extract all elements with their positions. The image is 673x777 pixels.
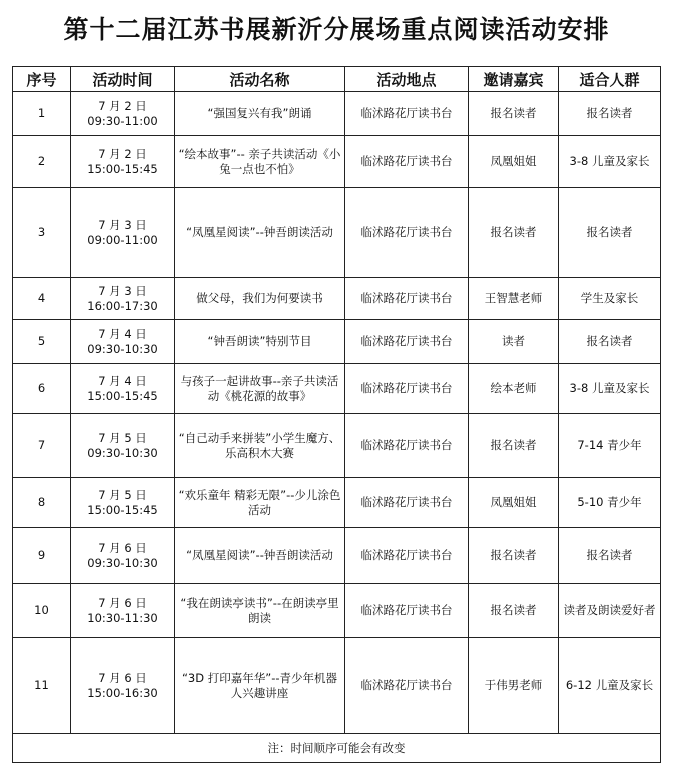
cell-place: 临沭路花厅读书台 — [345, 364, 469, 414]
col-header-no: 序号 — [13, 67, 71, 92]
cell-guest: 读者 — [469, 320, 559, 364]
cell-time — [71, 478, 175, 528]
table-row — [13, 414, 661, 478]
table-row — [13, 584, 661, 638]
cell-name: “我在朗读亭读书”--在朗读亭里朗读 — [175, 584, 345, 638]
table-row — [13, 478, 661, 528]
cell-audience: 学生及家长 — [559, 278, 661, 320]
cell-time-range: 15:00-16:30 — [87, 685, 158, 700]
cell-name: “强国复兴有我”朗诵 — [175, 92, 345, 136]
cell-date: 7 月 6 日 — [98, 595, 147, 610]
cell-date: 7 月 4 日 — [98, 326, 147, 341]
cell-time-range: 09:30-10:30 — [87, 445, 158, 460]
cell-name: “自己动手来拼装”小学生魔方、乐高积木大赛 — [175, 414, 345, 478]
cell-guest: 报名读者 — [469, 92, 559, 136]
cell-name: “欢乐童年 精彩无限”--少儿涂色活动 — [175, 478, 345, 528]
cell-time — [71, 364, 175, 414]
table-row — [13, 278, 661, 320]
cell-time — [71, 528, 175, 584]
cell-no: 2 — [13, 136, 71, 188]
cell-time — [71, 92, 175, 136]
cell-guest: 报名读者 — [469, 528, 559, 584]
cell-place: 临沭路花厅读书台 — [345, 638, 469, 734]
cell-time-range: 15:00-15:45 — [87, 161, 158, 176]
table-row — [13, 188, 661, 278]
table-row — [13, 528, 661, 584]
cell-place: 临沭路花厅读书台 — [345, 92, 469, 136]
cell-date: 7 月 2 日 — [98, 98, 147, 113]
cell-no: 4 — [13, 278, 71, 320]
cell-name: 与孩子一起讲故事--亲子共读活动《桃花源的故事》 — [175, 364, 345, 414]
cell-time-range: 09:00-11:00 — [87, 232, 158, 247]
cell-time — [71, 278, 175, 320]
cell-time-range: 09:30-10:30 — [87, 341, 158, 356]
cell-date: 7 月 5 日 — [98, 430, 147, 445]
cell-place: 临沭路花厅读书台 — [345, 188, 469, 278]
cell-no: 9 — [13, 528, 71, 584]
cell-place: 临沭路花厅读书台 — [345, 278, 469, 320]
cell-place: 临沭路花厅读书台 — [345, 584, 469, 638]
cell-no: 6 — [13, 364, 71, 414]
cell-guest: 凤凰姐姐 — [469, 136, 559, 188]
cell-guest: 报名读者 — [469, 414, 559, 478]
cell-place: 临沭路花厅读书台 — [345, 136, 469, 188]
cell-date: 7 月 4 日 — [98, 373, 147, 388]
cell-no: 7 — [13, 414, 71, 478]
cell-no: 8 — [13, 478, 71, 528]
col-header-audience: 适合人群 — [559, 67, 661, 92]
col-header-guest: 邀请嘉宾 — [469, 67, 559, 92]
cell-time — [71, 136, 175, 188]
cell-audience: 3-8 儿童及家长 — [559, 364, 661, 414]
header-row — [13, 67, 661, 92]
cell-date: 7 月 3 日 — [98, 217, 147, 232]
cell-place: 临沭路花厅读书台 — [345, 414, 469, 478]
cell-no: 3 — [13, 188, 71, 278]
col-header-time: 活动时间 — [71, 67, 175, 92]
cell-place: 临沭路花厅读书台 — [345, 478, 469, 528]
schedule-table — [12, 66, 661, 763]
cell-date: 7 月 2 日 — [98, 146, 147, 161]
cell-time — [71, 188, 175, 278]
cell-guest: 报名读者 — [469, 188, 559, 278]
cell-guest: 王智慧老师 — [469, 278, 559, 320]
cell-time-range: 09:30-10:30 — [87, 555, 158, 570]
cell-place: 临沭路花厅读书台 — [345, 528, 469, 584]
cell-no: 11 — [13, 638, 71, 734]
note-row — [13, 734, 661, 763]
cell-date: 7 月 5 日 — [98, 487, 147, 502]
cell-time-range: 15:00-15:45 — [87, 502, 158, 517]
cell-audience: 报名读者 — [559, 528, 661, 584]
cell-time — [71, 414, 175, 478]
cell-name: 做父母，我们为何要读书 — [175, 278, 345, 320]
cell-no: 1 — [13, 92, 71, 136]
cell-time — [71, 638, 175, 734]
cell-guest: 于伟男老师 — [469, 638, 559, 734]
cell-name: “3D 打印嘉年华”--青少年机器人兴趣讲座 — [175, 638, 345, 734]
cell-audience: 报名读者 — [559, 320, 661, 364]
col-header-place: 活动地点 — [345, 67, 469, 92]
cell-guest: 绘本老师 — [469, 364, 559, 414]
table-row — [13, 320, 661, 364]
cell-no: 10 — [13, 584, 71, 638]
document-title: 第十二届江苏书展新沂分展场重点阅读活动安排 — [63, 15, 610, 44]
table-row — [13, 92, 661, 136]
cell-time-range: 15:00-15:45 — [87, 388, 158, 403]
cell-name: “凤凰星阅读”--钟吾朗读活动 — [175, 528, 345, 584]
table-row — [13, 364, 661, 414]
cell-guest: 凤凰姐姐 — [469, 478, 559, 528]
cell-name: “凤凰星阅读”--钟吾朗读活动 — [175, 188, 345, 278]
cell-name: “绘本故事”-- 亲子共读活动《小兔一点也不怕》 — [175, 136, 345, 188]
cell-time-range: 16:00-17:30 — [87, 298, 158, 313]
cell-guest: 报名读者 — [469, 584, 559, 638]
cell-time — [71, 584, 175, 638]
cell-time-range: 09:30-11:00 — [87, 113, 158, 128]
note-text: 注：时间顺序可能会有改变 — [13, 734, 661, 763]
cell-no: 5 — [13, 320, 71, 364]
cell-date: 7 月 3 日 — [98, 283, 147, 298]
cell-audience: 3-8 儿童及家长 — [559, 136, 661, 188]
cell-date: 7 月 6 日 — [98, 540, 147, 555]
table-row — [13, 136, 661, 188]
cell-audience: 报名读者 — [559, 92, 661, 136]
cell-time — [71, 320, 175, 364]
cell-audience: 5-10 青少年 — [559, 478, 661, 528]
cell-audience: 7-14 青少年 — [559, 414, 661, 478]
cell-audience: 报名读者 — [559, 188, 661, 278]
cell-time-range: 10:30-11:30 — [87, 610, 158, 625]
cell-audience: 6-12 儿童及家长 — [559, 638, 661, 734]
cell-name: “钟吾朗读”特别节目 — [175, 320, 345, 364]
cell-audience: 读者及朗读爱好者 — [559, 584, 661, 638]
table-row — [13, 638, 661, 734]
cell-date: 7 月 6 日 — [98, 670, 147, 685]
cell-place: 临沭路花厅读书台 — [345, 320, 469, 364]
col-header-name: 活动名称 — [175, 67, 345, 92]
